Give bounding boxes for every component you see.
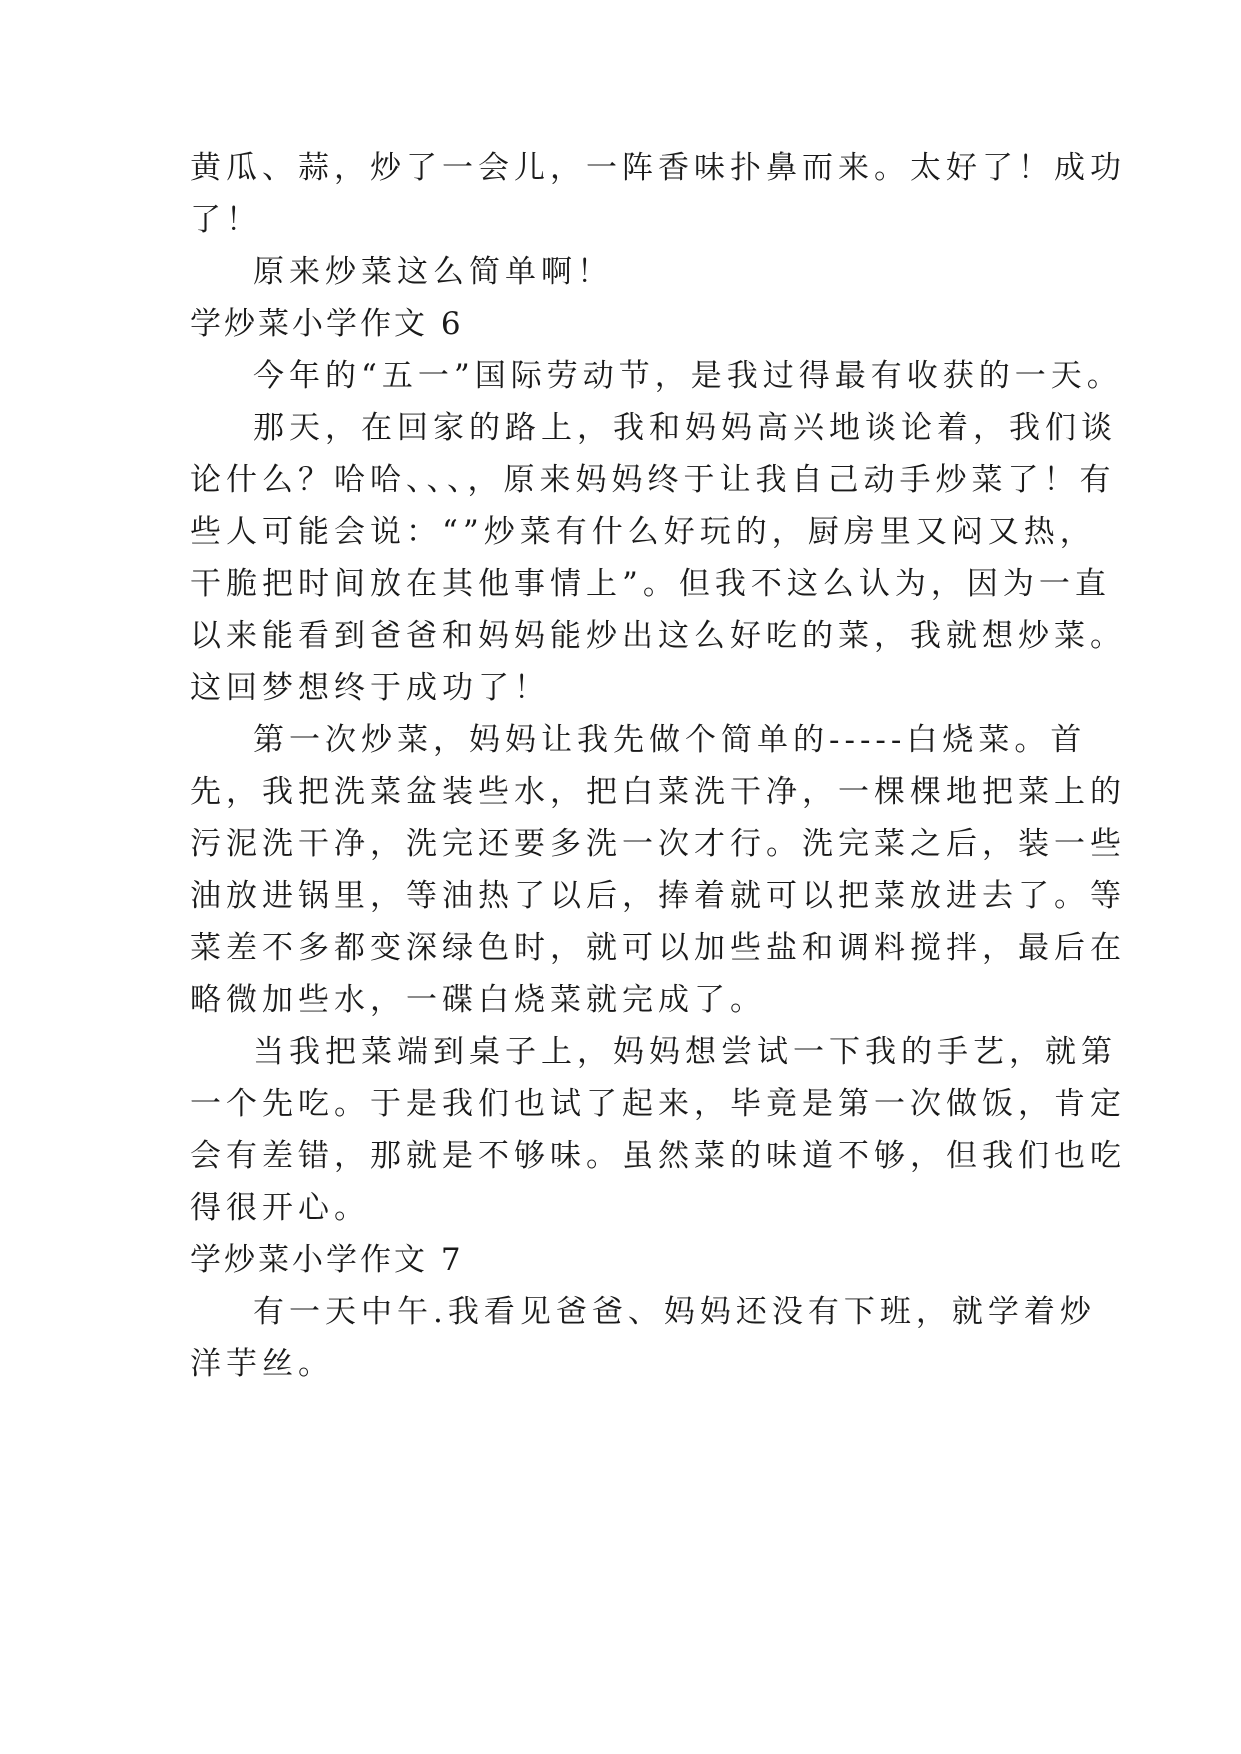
paragraph-line: 当我把菜端到桌子上，妈妈想尝试一下我的手艺，就第: [253, 1034, 1117, 1070]
paragraph-line: 了！: [190, 202, 262, 238]
paragraph-line: 菜差不多都变深绿色时，就可以加些盐和调料搅拌，最后在: [190, 930, 1126, 966]
paragraph-line: 污泥洗干净，洗完还要多洗一次才行。洗完菜之后，装一些: [190, 826, 1126, 862]
paragraph-line: 黄瓜、蒜，炒了一会儿，一阵香味扑鼻而来。太好了！成功: [190, 150, 1126, 186]
paragraph-line: 些人可能会说：“”炒菜有什么好玩的，厨房里又闷又热，: [190, 514, 1096, 550]
paragraph-line: 原来炒菜这么简单啊！: [253, 254, 613, 290]
paragraph-line: 这回梦想终于成功了！: [190, 670, 550, 706]
paragraph-line: 第一次炒菜，妈妈让我先做个简单的-----白烧菜。首: [253, 722, 1087, 758]
paragraph-line: 略微加些水，一碟白烧菜就完成了。: [190, 982, 766, 1018]
paragraph-line: 今年的“五一”国际劳动节，是我过得最有收获的一天。: [253, 358, 1123, 394]
paragraph-line: 得很开心。: [190, 1190, 370, 1226]
paragraph-line: 先，我把洗菜盆装些水，把白菜洗干净，一棵棵地把菜上的: [190, 774, 1126, 810]
paragraph-line: 会有差错，那就是不够味。虽然菜的味道不够，但我们也吃: [190, 1138, 1126, 1174]
paragraph-line: 那天，在回家的路上，我和妈妈高兴地谈论着，我们谈: [253, 410, 1117, 446]
section-heading: 学炒菜小学作文 6: [190, 306, 464, 342]
section-heading: 学炒菜小学作文 7: [190, 1242, 464, 1278]
paragraph-line: 油放进锅里，等油热了以后，捧着就可以把菜放进去了。等: [190, 878, 1126, 914]
paragraph-line: 有一天中午.我看见爸爸、妈妈还没有下班，就学着炒: [253, 1294, 1096, 1330]
paragraph-line: 洋芋丝。: [190, 1346, 334, 1382]
paragraph-line: 一个先吃。于是我们也试了起来，毕竟是第一次做饭，肯定: [190, 1086, 1126, 1122]
paragraph-line: 干脆把时间放在其他事情上”。但我不这么认为，因为一直: [190, 566, 1111, 602]
paragraph-line: 论什么？哈哈、、、，原来妈妈终于让我自己动手炒菜了！有: [190, 462, 1116, 498]
paragraph-line: 以来能看到爸爸和妈妈能炒出这么好吃的菜，我就想炒菜。: [190, 618, 1126, 654]
